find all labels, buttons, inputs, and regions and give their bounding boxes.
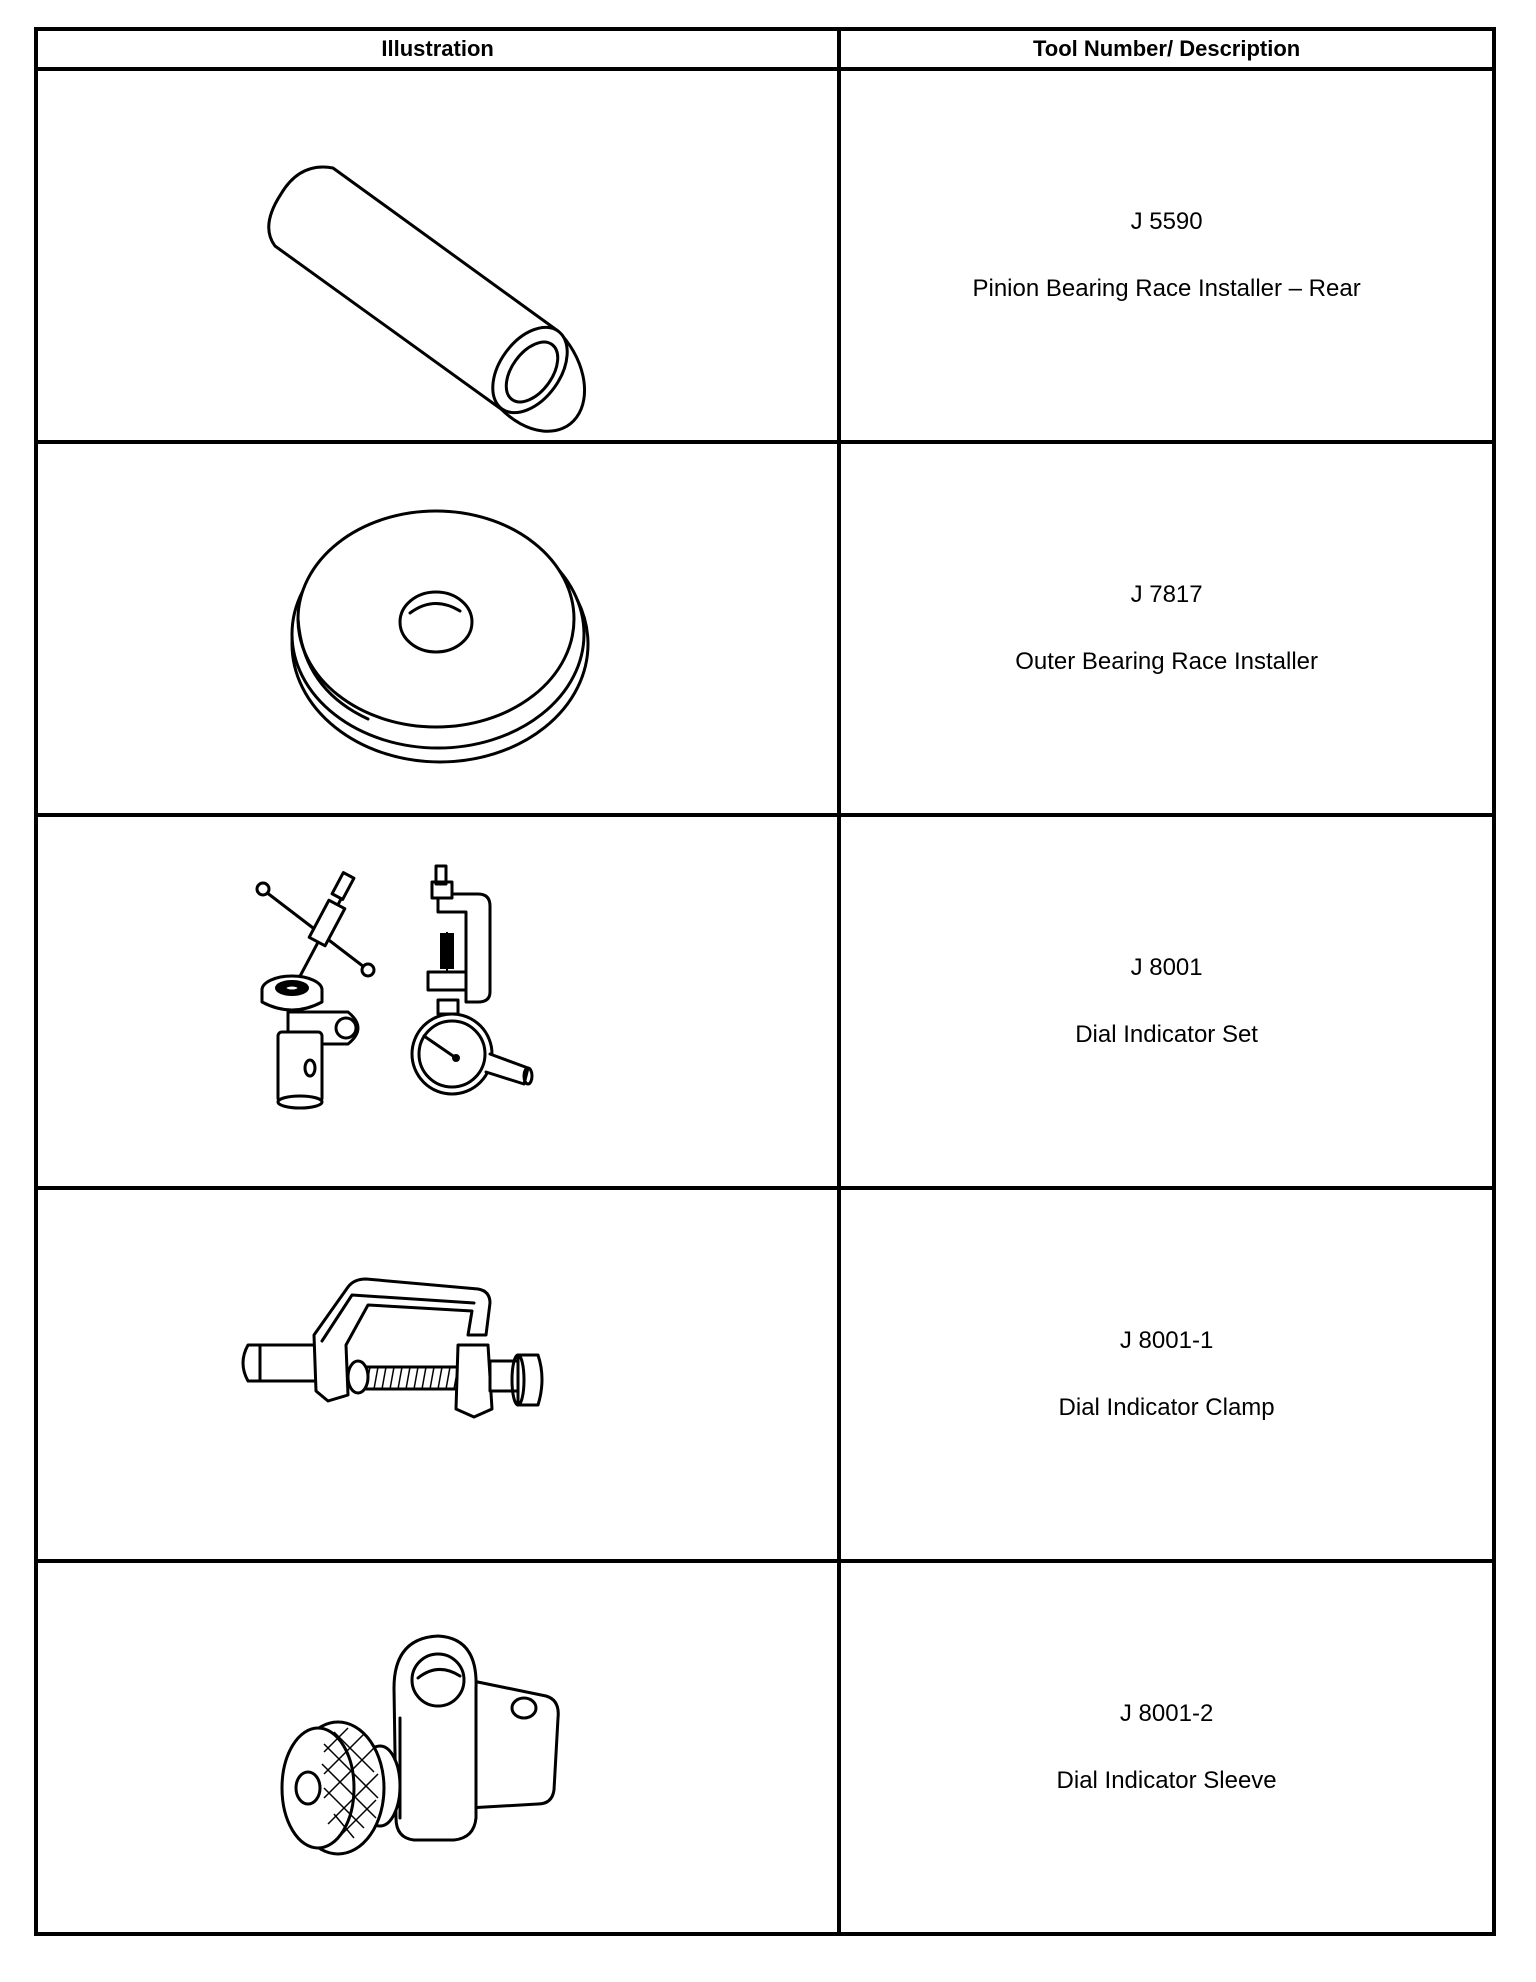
- table-row: [36, 1561, 1494, 1934]
- table-header-row: [36, 29, 1494, 69]
- tool-number: J 8001: [1130, 953, 1203, 981]
- dial-indicator-set-icon: [138, 822, 738, 1182]
- description-cell: [839, 1561, 1494, 1934]
- illustration-header: Illustration: [36, 29, 839, 69]
- tube-installer-icon: [138, 76, 738, 436]
- table-row: [36, 1188, 1494, 1561]
- tool-number: J 8001-2: [1119, 1699, 1214, 1727]
- c-clamp-icon: [138, 1195, 738, 1555]
- illustration-cell: [36, 1188, 839, 1561]
- tool-description: Pinion Bearing Race Installer – Rear: [972, 274, 1361, 302]
- description-cell: [839, 69, 1494, 442]
- description-cell: [839, 1188, 1494, 1561]
- special-tools-table: [34, 27, 1496, 1936]
- tool-number-header: Tool Number/ Description: [839, 29, 1494, 69]
- tool-number: J 5590: [1130, 207, 1203, 235]
- description-cell: [839, 442, 1494, 815]
- illustration-cell: [36, 442, 839, 815]
- description-cell: [839, 815, 1494, 1188]
- table-row: [36, 69, 1494, 442]
- tool-number: J 8001-1: [1119, 1326, 1214, 1354]
- disc-installer-icon: [138, 449, 738, 809]
- illustration-cell: [36, 1561, 839, 1934]
- table-row: [36, 442, 1494, 815]
- tool-number: J 7817: [1130, 580, 1203, 608]
- tool-description: Outer Bearing Race Installer: [1015, 647, 1318, 675]
- tool-description: Dial Indicator Set: [1075, 1020, 1258, 1048]
- table-row: [36, 815, 1494, 1188]
- tool-description: Dial Indicator Clamp: [1058, 1393, 1275, 1421]
- illustration-cell: [36, 815, 839, 1188]
- tool-description: Dial Indicator Sleeve: [1056, 1766, 1277, 1794]
- illustration-cell: [36, 69, 839, 442]
- sleeve-icon: [138, 1568, 738, 1928]
